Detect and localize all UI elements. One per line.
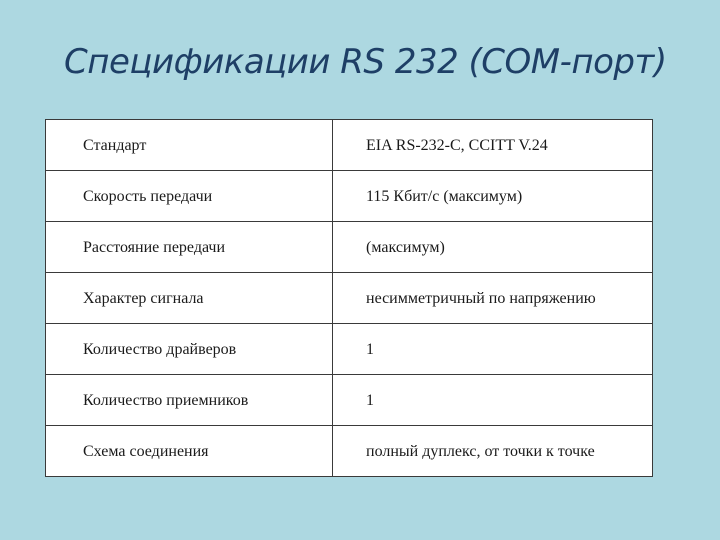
spec-value-cell: 1 (333, 324, 653, 375)
spec-table (45, 119, 653, 477)
table-row (46, 324, 653, 375)
spec-name-cell: Расстояние передачи (46, 222, 333, 273)
spec-name-cell: Схема соединения (46, 426, 333, 477)
spec-name-cell: Количество приемников (46, 375, 333, 426)
spec-name-cell: Характер сигнала (46, 273, 333, 324)
spec-value-cell: несимметричный по напряжению (333, 273, 653, 324)
spec-name-cell: Количество драйверов (46, 324, 333, 375)
table-row (46, 171, 653, 222)
table-row (46, 120, 653, 171)
table-row (46, 273, 653, 324)
slide-title: Спецификации RS 232 (COM‑порт) (64, 42, 667, 82)
table-row (46, 222, 653, 273)
spec-value-cell: EIA RS-232-C, CCITT V.24 (333, 120, 653, 171)
spec-value-cell: 115 Кбит/с (максимум) (333, 171, 653, 222)
spec-name-cell: Стандарт (46, 120, 333, 171)
spec-value-cell: (максимум) (333, 222, 653, 273)
spec-name-cell: Скорость передачи (46, 171, 333, 222)
spec-value-cell: полный дуплекс, от точки к точке (333, 426, 653, 477)
table-row (46, 426, 653, 477)
spec-value-cell: 1 (333, 375, 653, 426)
table-row (46, 375, 653, 426)
